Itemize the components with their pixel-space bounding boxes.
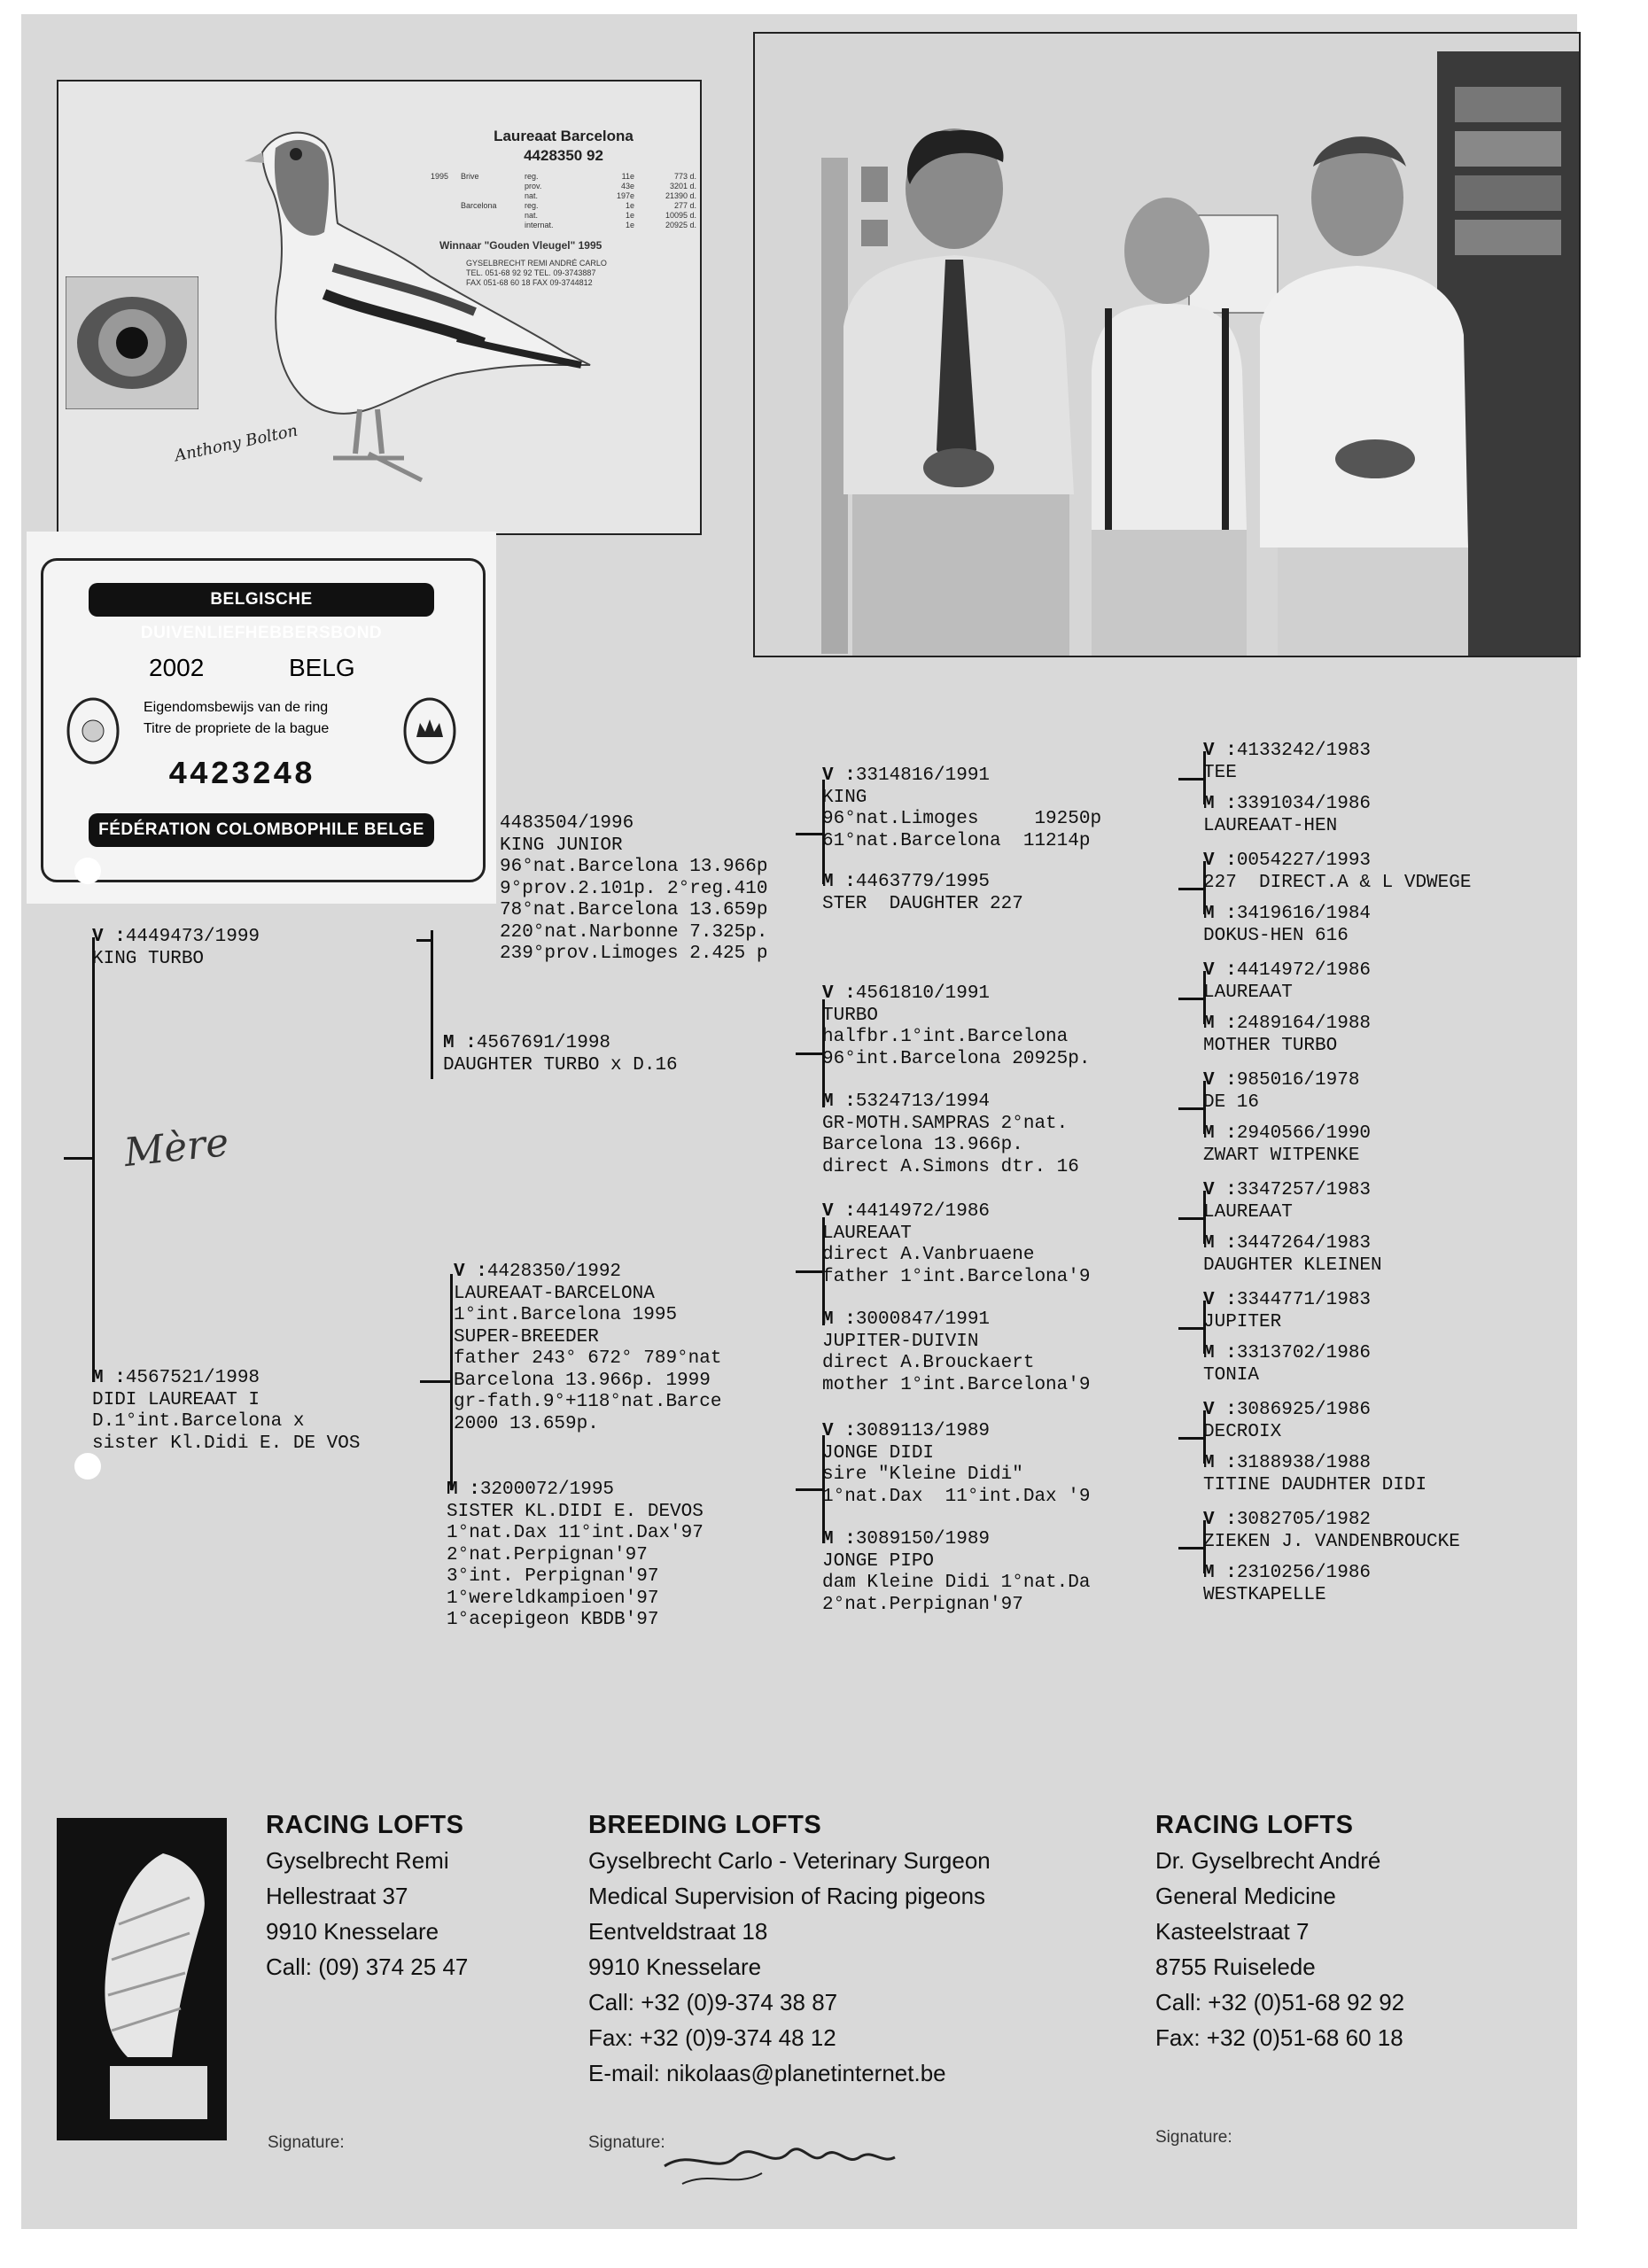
pedigree-g3-entry: [822, 1091, 1079, 1178]
pedigree-ring-line: [1203, 1453, 1426, 1475]
pedigree-g2-entry: [454, 1262, 721, 1435]
pedigree-detail-line: ZIEKEN J. VANDENBROUCKE: [1203, 1531, 1460, 1552]
card-result-cell: prov.: [525, 182, 542, 190]
card-results: [431, 172, 696, 230]
pedigree-detail-line: mother 1°int.Barcelona'9: [822, 1374, 1091, 1395]
pedigree-ring-number: 3447264/1983: [1236, 1233, 1372, 1254]
card-result-cell: 43e: [620, 182, 634, 190]
pedigree-detail-line: halfbr.1°int.Barcelona: [822, 1027, 1069, 1047]
pedigree-detail-line: GR-MOTH.SAMPRAS 2°nat.: [822, 1113, 1069, 1134]
pedigree-sex-label: V :: [1203, 1180, 1237, 1200]
pedigree-detail-line: 1°wereldkampioen'97: [447, 1588, 659, 1609]
pedigree-ring-line: [822, 1201, 1090, 1223]
pedigree-g4-entry: [1203, 904, 1371, 947]
col3-heading: RACING LOFTS: [1155, 1811, 1354, 1839]
pedigree-detail-line: LAUREAAT: [1203, 1201, 1293, 1223]
pedigree-detail-line: 78°nat.Barcelona 13.659p: [500, 900, 768, 920]
pedigree-ring-line: [1203, 1123, 1371, 1146]
pedigree-detail-line: 1°int.Barcelona 1995: [454, 1305, 678, 1325]
pedigree-sex-label: V :: [1203, 1070, 1237, 1091]
pedigree-sex-label: M :: [443, 1033, 477, 1053]
pedigree-detail-line: 1°nat.Dax 11°int.Dax '9: [822, 1486, 1091, 1507]
pedigree-g4-entry: [1203, 1400, 1371, 1443]
pedigree-detail-line: STER DAUGHTER 227: [822, 893, 1023, 914]
pedigree-ring-number: 5324713/1994: [855, 1091, 991, 1112]
pedigree-detail-line: 1°nat.Dax 11°int.Dax'97: [447, 1523, 704, 1543]
pedigree-ring-line: [1203, 1290, 1371, 1312]
pedigree-detail-line: direct A.Brouckaert: [822, 1353, 1035, 1373]
pedigree-detail-line: SUPER-BREEDER: [454, 1326, 599, 1348]
pedigree-ring-number: 3082705/1982: [1236, 1510, 1372, 1530]
address-line: Fax: +32 (0)51-68 60 18: [1155, 2024, 1403, 2051]
tree-connector: [796, 1270, 822, 1273]
pedigree-ring-number: 3419616/1984: [1236, 904, 1372, 924]
pedigree-sex-label: M :: [822, 1529, 856, 1550]
pedigree-detail-line: JONGE PIPO: [822, 1550, 935, 1572]
pedigree-g3-entry: [822, 1309, 1090, 1396]
address-line: Gyselbrecht Carlo - Veterinary Surgeon: [588, 1847, 991, 1874]
pedigree-ring-number: 4449473/1999: [125, 927, 260, 947]
pedigree-detail-line: 239°prov.Limoges 2.425 p: [500, 944, 768, 964]
address-line: General Medicine: [1155, 1883, 1336, 1909]
card-result-cell: [431, 201, 461, 211]
pedigree-g2-entry: [443, 1033, 678, 1076]
card-title: Laureaat Barcelona: [494, 128, 634, 144]
pedigree-detail-line: LAUREAAT: [1203, 982, 1293, 1003]
pedigree-g4-entry: [1203, 1014, 1371, 1057]
card-result-cell: Barcelona: [461, 201, 497, 210]
pedigree-ring-line: [500, 813, 767, 835]
pedigree-subject-sire: [92, 927, 260, 970]
pedigree-detail-line: WESTKAPELLE: [1203, 1584, 1326, 1605]
card-result-cell: nat.: [525, 211, 539, 220]
pedigree-detail-line: TEE: [1203, 762, 1237, 783]
pedigree-detail-line: 96°int.Barcelona 20925p.: [822, 1048, 1091, 1069]
breeding-lofts-carlo: [588, 1807, 991, 2091]
pedigree-g4-entry: [1203, 1563, 1371, 1606]
pedigree-detail-line: Barcelona 13.966p.: [822, 1135, 1023, 1155]
tree-bracket-sire: [431, 930, 433, 1079]
pigeon-card: [57, 80, 702, 535]
pedigree-sex-label: M :: [822, 872, 856, 892]
pedigree-g4-entry: [1203, 850, 1471, 894]
card-result-row: [431, 201, 696, 211]
pedigree-detail-line: SISTER KL.DIDI E. DEVOS: [447, 1501, 704, 1522]
pedigree-detail-line: 3°int. Perpignan'97: [447, 1566, 659, 1587]
pedigree-ring-number: 3086925/1986: [1236, 1400, 1372, 1420]
pedigree-ring-line: [822, 872, 1023, 894]
card-result-cell: reg.: [525, 201, 539, 210]
pedigree-ring-number: 4561810/1991: [855, 983, 991, 1004]
col1-heading: RACING LOFTS: [266, 1811, 464, 1839]
card-result-row: [431, 172, 696, 182]
pedigree-detail-line: DAUGHTER TURBO x D.16: [443, 1054, 678, 1076]
card-result-cell: 21390 d.: [665, 191, 696, 200]
eye-detail-image: [66, 276, 198, 409]
pedigree-ring-number: 4463779/1995: [855, 872, 991, 892]
pedigree-sex-label: V :: [1203, 850, 1237, 871]
pedigree-detail-line: LAUREAAT-HEN: [1203, 815, 1338, 836]
card-result-cell: nat.: [525, 191, 539, 200]
tree-connector: [1178, 998, 1203, 1000]
tree-connector: [416, 939, 431, 942]
pedigree-ring-line: [1203, 1014, 1371, 1036]
pedigree-ring-line: [1203, 1510, 1460, 1532]
address-line: Dr. Gyselbrecht André: [1155, 1847, 1381, 1874]
pedigree-ring-number: 3000847/1991: [855, 1309, 991, 1330]
pedigree-ring-number: 0054227/1993: [1236, 850, 1372, 871]
tree-connector: [64, 1157, 92, 1160]
card-result-cell: [461, 191, 525, 201]
pedigree-ring-line: [1203, 741, 1371, 763]
pedigree-ring-line: [454, 1262, 721, 1284]
pedigree-ring-number: 3313702/1986: [1236, 1343, 1372, 1363]
tree-connector: [1178, 1547, 1203, 1550]
pedigree-g3-entry: [822, 1529, 1090, 1616]
ring-card-line-2: Titre de propriete de la bague: [144, 721, 330, 736]
pedigree-ring-line: [822, 765, 1101, 788]
card-result-cell: 1e: [625, 201, 634, 210]
pedigree-ring-number: 3089150/1989: [855, 1529, 991, 1550]
pedigree-detail-line: sister Kl.Didi E. DE VOS: [92, 1433, 361, 1454]
card-result-cell: reg.: [525, 172, 539, 181]
pedigree-ring-number: 4567691/1998: [476, 1033, 611, 1053]
pedigree-detail-line: 227 DIRECT.A & L VDWEGE: [1203, 872, 1472, 893]
card-result-cell: [431, 182, 461, 191]
pedigree-ring-number: 4414972/1986: [855, 1201, 991, 1222]
address-line: Hellestraat 37: [266, 1883, 408, 1909]
owners-photo: [753, 32, 1581, 657]
address-line: Fax: +32 (0)9-374 48 12: [588, 2024, 836, 2051]
pedigree-sex-label: V :: [822, 1421, 856, 1441]
tree-connector: [1178, 1327, 1203, 1330]
artist-signature: Anthony Bolton: [173, 421, 299, 466]
punch-hole: [74, 858, 101, 884]
pedigree-detail-line: dam Kleine Didi 1°nat.Da: [822, 1573, 1091, 1593]
handwritten-signature: [656, 2122, 939, 2193]
signature-label-col1: Signature:: [268, 2133, 345, 2152]
pedigree-ring-line: [1203, 1563, 1371, 1585]
pedigree-sex-label: V :: [454, 1262, 487, 1282]
pedigree-detail-line: ZWART WITPENKE: [1203, 1145, 1360, 1166]
address-line: Kasteelstraat 7: [1155, 1918, 1310, 1945]
pedigree-detail-line: Barcelona 13.966p. 1999: [454, 1370, 711, 1391]
col3-address: [1155, 1843, 1404, 2055]
pedigree-g3-entry: [822, 1421, 1090, 1508]
card-result-cell: [431, 191, 461, 201]
owners-photo-drawing: [755, 34, 1579, 656]
pedigree-detail-line: direct A.Vanbruaene: [822, 1245, 1035, 1265]
pedigree-ring-number: 3347257/1983: [1236, 1180, 1372, 1200]
pedigree-detail-line: sire "Kleine Didi": [822, 1464, 1023, 1485]
pedigree-g4-entry: [1203, 1343, 1371, 1386]
crown-emblem-icon: [399, 691, 461, 771]
pedigree-detail-line: direct A.Simons dtr. 16: [822, 1156, 1079, 1177]
tree-connector: [1178, 1217, 1203, 1220]
address-line: Call: +32 (0)51-68 92 92: [1155, 1989, 1405, 2016]
pedigree-ring-line: [1203, 794, 1371, 816]
card-tel: TEL. 051-68 92 92 TEL. 09-3743887: [466, 268, 596, 277]
pedigree-sex-label: M :: [1203, 1014, 1237, 1034]
ring-ownership-card: [27, 532, 496, 904]
card-result-row: [431, 182, 696, 191]
pedigree-ring-number: 4483504/1996: [500, 813, 634, 834]
signature-label-col2: Signature:: [588, 2133, 665, 2152]
card-fax: FAX 051-68 60 18 FAX 09-3744812: [466, 278, 593, 287]
pedigree-ring-line: [822, 983, 1090, 1006]
address-line: Call: (09) 374 25 47: [266, 1953, 469, 1980]
card-award: Winnaar "Gouden Vleugel" 1995: [439, 239, 602, 252]
pedigree-ring-line: [1203, 1343, 1371, 1365]
pedigree-sex-label: M :: [447, 1480, 480, 1500]
pedigree-subject-dam: [92, 1368, 360, 1455]
tree-connector: [1178, 778, 1203, 781]
pedigree-sex-label: M :: [822, 1091, 856, 1112]
card-result-cell: [461, 221, 525, 230]
pedigree-ring-line: [443, 1033, 678, 1055]
pedigree-ring-number: 2940566/1990: [1236, 1123, 1372, 1144]
pedigree-detail-line: LAUREAAT-BARCELONA: [454, 1283, 655, 1304]
pedigree-sex-label: V :: [1203, 1510, 1237, 1530]
pedigree-detail-line: gr-fath.9°+118°nat.Barce: [454, 1392, 722, 1412]
pedigree-detail-line: 220°nat.Narbonne 7.325p.: [500, 921, 768, 943]
pedigree-ring-number: 3089113/1989: [855, 1421, 991, 1441]
card-result-cell: 20925 d.: [665, 221, 696, 229]
pedigree-detail-line: 2°nat.Perpignan'97: [447, 1544, 648, 1565]
pedigree-ring-line: [1203, 850, 1471, 873]
pedigree-detail-line: KING: [822, 787, 867, 808]
card-result-cell: 1995: [431, 172, 449, 181]
winged-trophy-drawing: [57, 1818, 227, 2140]
card-result-cell: [431, 211, 461, 221]
pedigree-sex-label: M :: [1203, 1343, 1237, 1363]
pedigree-sex-label: M :: [822, 1309, 856, 1330]
pedigree-ring-number: 3391034/1986: [1236, 794, 1372, 814]
pedigree-g4-entry: [1203, 794, 1371, 837]
address-line: 9910 Knesselare: [266, 1918, 439, 1945]
address-line: 8755 Ruiselede: [1155, 1953, 1316, 1980]
card-ring-number: 4428350 92: [524, 147, 603, 164]
pedigree-sex-label: V :: [822, 765, 856, 786]
tree-bracket-dam: [450, 1274, 453, 1490]
pedigree-ring-number: 4567521/1998: [125, 1368, 260, 1388]
pedigree-g2-entry: [500, 813, 767, 966]
pedigree-detail-line: TONIA: [1203, 1364, 1260, 1386]
pedigree-ring-line: [1203, 1400, 1371, 1422]
pedigree-ring-line: [92, 1368, 360, 1390]
address-line: Gyselbrecht Remi: [266, 1847, 449, 1874]
address-line: 9910 Knesselare: [588, 1953, 762, 1980]
pedigree-detail-line: KING JUNIOR: [500, 835, 623, 856]
pedigree-ring-line: [822, 1091, 1079, 1114]
address-line: E-mail: nikolaas@planetinternet.be: [588, 2060, 946, 2086]
pedigree-g3-entry: [822, 872, 1023, 915]
pedigree-ring-number: 3314816/1991: [855, 765, 991, 786]
card-result-cell: 277 d.: [673, 201, 696, 210]
pedigree-sex-label: M :: [1203, 1123, 1237, 1144]
col2-address: [588, 1843, 991, 2091]
pedigree-sex-label: V :: [822, 983, 856, 1004]
pedigree-ring-number: 2489164/1988: [1236, 1014, 1372, 1034]
card-result-cell: 1e: [625, 221, 634, 229]
card-result-cell: internat.: [525, 221, 554, 229]
address-line: Eentveldstraat 18: [588, 1918, 768, 1945]
pedigree-ring-number: 3200072/1995: [479, 1480, 615, 1500]
tree-connector: [796, 833, 822, 835]
pedigree-detail-line: DECROIX: [1203, 1421, 1282, 1442]
ring-country: BELG: [289, 654, 355, 681]
pedigree-g4-entry: [1203, 1123, 1371, 1167]
pedigree-detail-line: 61°nat.Barcelona 11214p: [822, 830, 1091, 851]
card-result-cell: [431, 221, 461, 230]
winged-trophy-image: [57, 1818, 227, 2140]
pedigree-g4-entry: [1203, 741, 1371, 784]
handwritten-note: Mère: [121, 1119, 231, 1177]
tree-connector: [1178, 1437, 1203, 1440]
pedigree-g4-entry: [1203, 1070, 1359, 1114]
pedigree-sex-label: M :: [1203, 904, 1237, 924]
pedigree-detail-line: 2000 13.659p.: [454, 1413, 599, 1434]
pedigree-sex-label: V :: [1203, 960, 1237, 981]
ring-card-top-banner: BELGISCHE DUIVENLIEFHEBBERSBOND: [89, 583, 434, 617]
pedigree-sex-label: M :: [1203, 1453, 1237, 1473]
pedigree-detail-line: 1°acepigeon KBDB'97: [447, 1610, 659, 1630]
card-result-cell: 3201 d.: [669, 182, 696, 190]
pedigree-sex-label: M :: [1203, 1233, 1237, 1254]
pedigree-ring-line: [1203, 1180, 1371, 1202]
address-line: Call: +32 (0)9-374 38 87: [588, 1989, 838, 2016]
card-result-cell: 1e: [625, 211, 634, 220]
pedigree-detail-line: 96°nat.Limoges 19250p: [822, 809, 1102, 829]
pedigree-detail-line: DAUGHTER KLEINEN: [1203, 1254, 1382, 1276]
card-result-cell: 11e: [621, 172, 634, 181]
pedigree-sex-label: M :: [1203, 794, 1237, 814]
tree-connector: [796, 1488, 822, 1491]
pedigree-ring-line: [447, 1480, 704, 1502]
pedigree-detail-line: DOKUS-HEN 616: [1203, 925, 1349, 946]
pedigree-ring-line: [1203, 960, 1371, 983]
pedigree-detail-line: LAUREAAT: [822, 1223, 912, 1244]
ring-year: 2002: [149, 654, 205, 681]
racing-lofts-andre: [1155, 1807, 1404, 2055]
card-result-row: [431, 211, 696, 221]
pedigree-detail-line: JUPITER-DUIVIN: [822, 1331, 979, 1352]
card-result-cell: [461, 211, 525, 221]
tree-bracket-subject: [92, 937, 95, 1382]
ring-card-bottom-banner: FÉDÉRATION COLOMBOPHILE BELGE: [89, 813, 434, 847]
pedigree-detail-line: MOTHER TURBO: [1203, 1035, 1338, 1056]
card-owner: GYSELBRECHT REMI ANDRÉ CARLO: [466, 259, 607, 268]
pedigree-ring-number: 2310256/1986: [1236, 1563, 1372, 1583]
pedigree-ring-number: 4414972/1986: [1236, 960, 1372, 981]
pedigree-detail-line: TURBO: [822, 1005, 879, 1026]
pedigree-ring-line: [822, 1309, 1090, 1332]
pedigree-detail-line: 2°nat.Perpignan'97: [822, 1594, 1023, 1615]
ring-number: 4423248: [168, 757, 315, 793]
pedigree-sex-label: M :: [1203, 1563, 1237, 1583]
pedigree-ring-line: [1203, 904, 1371, 926]
pedigree-g3-entry: [822, 1201, 1090, 1288]
pedigree-g4-entry: [1203, 960, 1371, 1004]
pedigree-g4-entry: [1203, 1180, 1371, 1223]
card-result-cell: Brive: [461, 172, 479, 181]
pedigree-ring-number: 985016/1978: [1236, 1070, 1360, 1091]
pedigree-ring-number: 4133242/1983: [1236, 741, 1372, 761]
pedigree-detail-line: 9°prov.2.101p. 2°reg.410: [500, 878, 768, 899]
punch-hole: [74, 1453, 101, 1480]
pedigree-sex-label: V :: [822, 1201, 856, 1222]
pedigree-sex-label: V :: [92, 927, 126, 947]
card-result-cell: 773 d.: [673, 172, 696, 181]
pedigree-g4-entry: [1203, 1290, 1371, 1333]
card-result-row: [431, 191, 696, 201]
pedigree-g4-entry: [1203, 1510, 1460, 1553]
pedigree-detail-line: DE 16: [1203, 1091, 1260, 1113]
pedigree-ring-number: 4428350/1992: [486, 1262, 622, 1282]
pedigree-sex-label: V :: [1203, 1290, 1237, 1310]
pedigree-g2-entry: [447, 1480, 704, 1632]
col2-heading: BREEDING LOFTS: [588, 1811, 822, 1839]
pedigree-detail-line: TITINE DAUDHTER DIDI: [1203, 1474, 1427, 1495]
pedigree-detail-line: DIDI LAUREAAT I: [92, 1389, 260, 1410]
pedigree-ring-line: [1203, 1070, 1359, 1092]
tree-connector: [796, 1052, 822, 1055]
racing-lofts-remi: [266, 1807, 468, 1984]
pedigree-g4-entry: [1203, 1453, 1426, 1496]
card-result-cell: [461, 182, 525, 191]
pedigree-ring-line: [822, 1421, 1090, 1443]
pedigree-detail-line: father 1°int.Barcelona'9: [822, 1266, 1091, 1287]
pedigree-ring-line: [1203, 1233, 1382, 1255]
pedigree-ring-number: 3188938/1988: [1236, 1453, 1372, 1473]
address-line: Medical Supervision of Racing pigeons: [588, 1883, 986, 1909]
pedigree-detail-line: D.1°int.Barcelona x: [92, 1411, 305, 1432]
card-result-cell: 10095 d.: [665, 211, 696, 220]
pedigree-g3-entry: [822, 983, 1090, 1070]
pedigree-detail-line: KING TURBO: [92, 948, 205, 969]
card-result-cell: 197e: [616, 191, 634, 200]
pedigree-ring-number: 3344771/1983: [1236, 1290, 1372, 1310]
pedigree-detail-line: father 243° 672° 789°nat: [454, 1348, 722, 1369]
pedigree-sex-label: V :: [1203, 741, 1237, 761]
col1-address: [266, 1843, 468, 1984]
pedigree-ring-line: [92, 927, 260, 949]
pedigree-detail-line: 96°nat.Barcelona 13.966p: [500, 857, 768, 877]
signature-label-col3: Signature:: [1155, 2128, 1232, 2147]
left-emblem-icon: [62, 691, 124, 771]
card-result-row: [431, 221, 696, 230]
pedigree-detail-line: JUPITER: [1203, 1311, 1282, 1332]
pedigree-g3-entry: [822, 765, 1101, 852]
tree-connector: [1178, 1107, 1203, 1110]
pedigree-sex-label: V :: [1203, 1400, 1237, 1420]
ring-card-line-1: Eigendomsbewijs van de ring: [144, 700, 329, 715]
tree-connector: [1178, 888, 1203, 890]
pedigree-ring-line: [822, 1529, 1090, 1551]
pedigree-detail-line: JONGE DIDI: [822, 1442, 935, 1464]
tree-connector: [420, 1380, 450, 1383]
pedigree-g4-entry: [1203, 1233, 1382, 1277]
pedigree-sex-label: M :: [92, 1368, 126, 1388]
